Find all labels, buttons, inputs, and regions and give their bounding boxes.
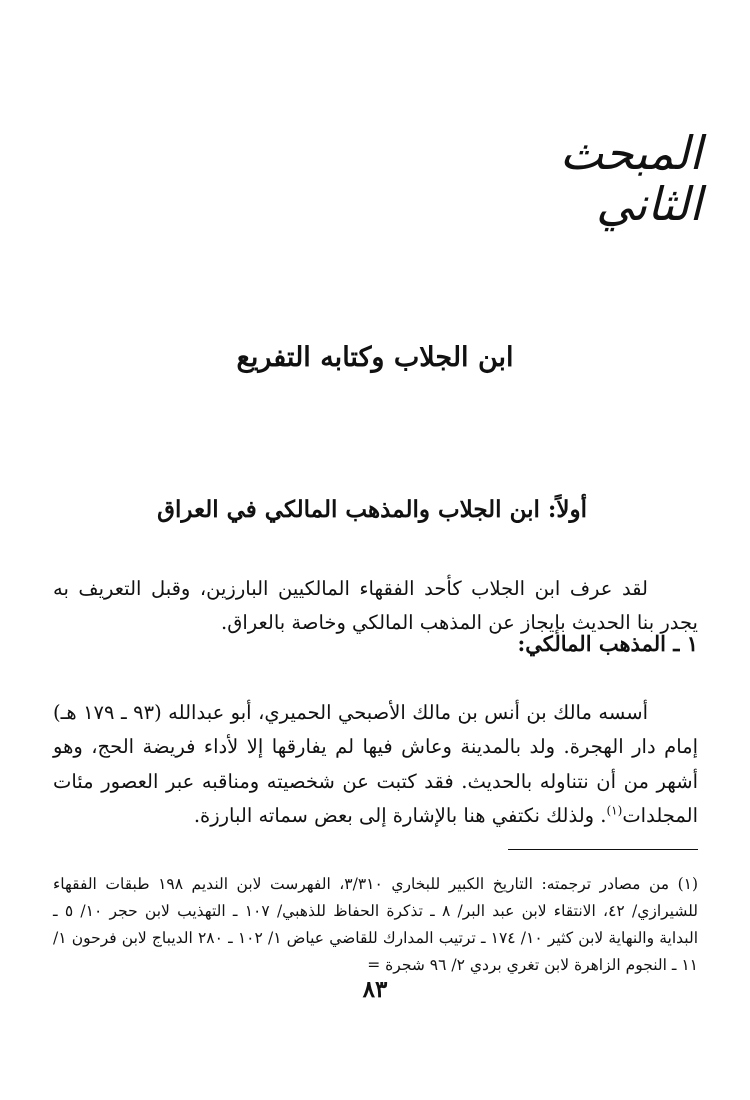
paragraph-text-after-ref: . ولذلك نكتفي هنا بالإشارة إلى بعض سماته البارزة. bbox=[193, 804, 607, 827]
intro-paragraph: لقد عرف ابن الجلاب كأحد الفقهاء المالكيين البارزين، وقبل التعريف به يجدر بنا الحديث بإيجاز عن المذهب المالكي وخاصة بالعراق. bbox=[53, 576, 698, 634]
point-heading-maliki-school: ١ ـ المذهب المالكي: bbox=[517, 631, 698, 656]
page-number: ٨٣ bbox=[362, 976, 388, 1003]
chapter-title: المبحث الثاني bbox=[559, 126, 702, 231]
section-title: ابن الجلاب وكتابه التفريع bbox=[236, 342, 514, 373]
footnote-divider bbox=[508, 849, 698, 850]
paragraph-text-before-ref: أسسه مالك بن أنس بن مالك الأصبحي الحميري، أبو عبدالله (٩٣ ـ ١٧٩ هـ) إمام دار الهجرة. ولد بالمدينة وعاش فيها لم يفارقها إلا لأداء فريضة الحج، وهو أشهر من أن نتناوله بالحديث. فقد كتبت عن شخصيته ومناقبه عبر العصور مئات المجلدات bbox=[53, 700, 698, 827]
footnote-text: (١) من مصادر ترجمته: التاريخ الكبير للبخاري ٣/٣١٠، الفهرست لابن النديم ١٩٨ طبقات الفقهاء للشيرازي/ ٤٢، الانتقاء لابن عبد البر/ ٨ ـ تذكرة الحفاظ للذهبي/ ١٠٧ ـ التهذيب لابن حجر ١٠/ ٥ ـ البداية والنهاية لابن كثير ١٠/ ١٧٤ ـ ترتيب المدارك للقاضي عياض ١/ ١٠٢ ـ ٢٨٠ الديباج لابن فرحون ١/ ١١ ـ النجوم الزاهرة لابن تغري بردي ٢/ ٩٦ شجرة = bbox=[53, 874, 699, 974]
maliki-school-paragraph bbox=[53, 696, 698, 834]
footnote-reference[interactable]: (١) bbox=[606, 803, 623, 818]
subsection-heading: أولاً: ابن الجلاب والمذهب المالكي في العراق bbox=[157, 496, 587, 523]
